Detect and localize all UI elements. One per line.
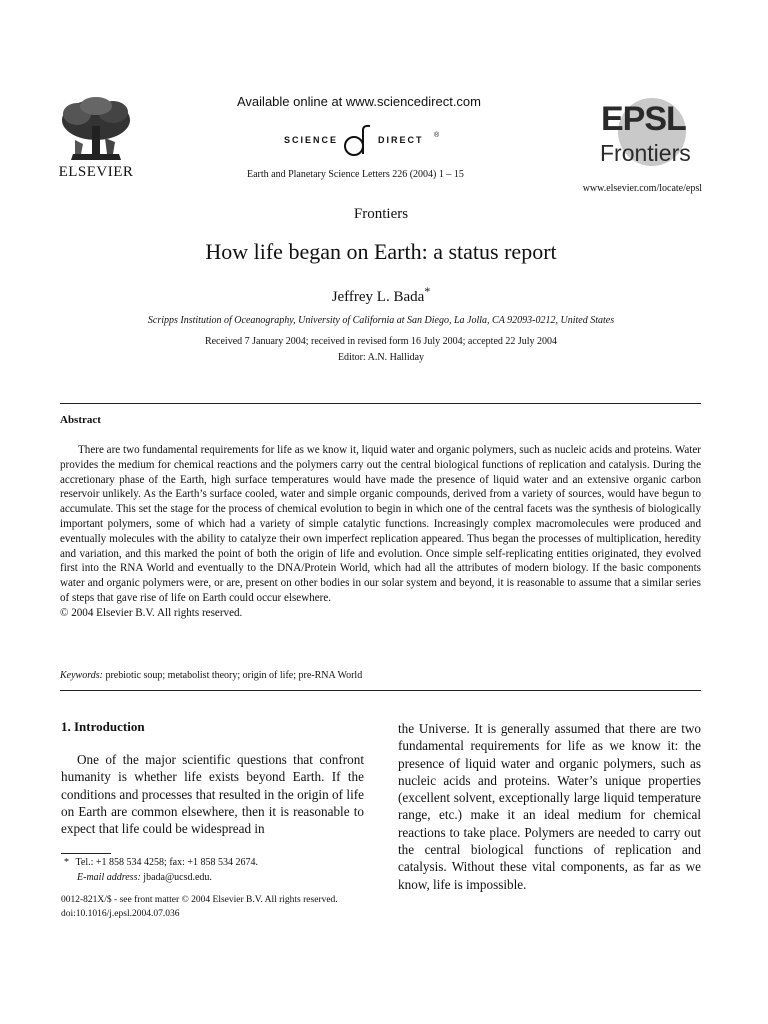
elsevier-logo — [55, 96, 137, 184]
doi-line[interactable]: doi:10.1016/j.epsl.2004.07.036 — [61, 909, 180, 919]
abstract-copyright: © 2004 Elsevier B.V. All rights reserved. — [60, 606, 243, 619]
author-name: Jeffrey L. Bada — [331, 289, 425, 305]
editor: Editor: A.N. Halliday — [337, 352, 425, 363]
sciencedirect-left: SCIENCE — [284, 135, 339, 145]
footnote-phone: Tel.: +1 858 534 4258; fax: +1 858 534 2674. — [75, 857, 259, 868]
email-label: E-mail address: — [77, 872, 141, 883]
epsl-logo-sub: Frontiers — [600, 140, 691, 166]
abstract-body — [60, 443, 701, 621]
intro-column-1: One of the major scientific questions that confront humanity is whether life exists beyond Earth. If the conditions and processes that resulted in the origin of life on Earth are common elsewhere, then it is reasonable to expect that life could be widespread in — [61, 752, 364, 837]
email-address[interactable]: jbada@ucsd.edu. — [143, 872, 212, 883]
footnote-rule — [61, 853, 111, 854]
issn-line: 0012-821X/$ - see front matter © 2004 Elsevier B.V. All rights reserved. — [61, 895, 338, 905]
affiliation: Scripps Institution of Oceanography, University of California at San Diego, La Jolla, CA 92093-0212, United States — [147, 315, 615, 326]
sciencedirect-logo — [284, 124, 464, 160]
journal-citation: Earth and Planetary Science Letters 226 (2004) 1 – 15 — [247, 169, 464, 180]
sciencedirect-right: DIRECT — [378, 135, 424, 145]
article-title: How life began on Earth: a status report — [205, 239, 557, 264]
epsl-logo-text: EPSL — [601, 100, 686, 138]
journal-url[interactable]: www.elsevier.com/locate/epsl — [582, 183, 702, 194]
available-online: Available online at www.sciencedirect.com — [237, 94, 481, 109]
footnote-mark: * — [64, 857, 69, 868]
sciencedirect-d-icon — [340, 124, 374, 160]
dates: Received 7 January 2004; received in revised form 16 July 2004; accepted 22 July 2004 — [204, 336, 558, 347]
abstract-top-rule — [60, 403, 701, 404]
publisher-name: ELSEVIER — [58, 164, 134, 180]
registered-mark: ® — [434, 132, 440, 139]
keywords-label: Keywords: — [60, 670, 103, 681]
intro-column-2: the Universe. It is generally assumed that there are two fundamental requirements for life as we know it: the presence of liquid water and organic polymers, such as nucleic acids and proteins. Water’s unique properties (excellent solvent, exceptionally large liquid temperature range, etc.) make it an ideal medium for chemical reactions to take place. Polymers are needed to carry out the central biological functions of replication and catalysis. Without these vital components, as far as we know, life is impossible. — [398, 721, 701, 892]
footnote-contact — [62, 857, 258, 868]
epsl-logo — [596, 96, 706, 172]
intro-heading: 1. Introduction — [61, 719, 145, 734]
footnote-email — [77, 872, 212, 883]
abstract-text: There are two fundamental requirements for life as we know it, liquid water and organic polymers, such as nucleic acids and proteins. Water provides the medium for chemical reactions and the polymers carry out the central biological functions of replication and catalysis. During the accretionary phase of the Earth, high surface temperatures would have made the presence of liquid water and an extensive organic carbon reservoir unlikely. As the Earth’s surface cooled, water and simple organic compounds, derived from a variety of sources, would have begun to accumulate. This set the stage for the process of chemical evolution to begin in which one of the central facets was the synthesis of biologically important polymers, some of which had a variety of simple catalytic functions. Increasingly complex macromolecules were produced and eventually molecules with the ability to catalyze their own imperfect replication appeared. Thus began the processes of multiplication, heredity and variation, and this marked the point of both the origin of life and evolution. Once simple self-replicating entities originated, they evolved first into the RNA World and eventually to the DNA/Protein World, which had all the attributes of modern biology. If the basic components water and organic polymers were, or are, present on other bodies in our solar system and beyond, it is reasonable to assume that a similar series of steps that gave rise of life on Earth could occur elsewhere. — [60, 444, 701, 604]
abstract-bottom-rule — [60, 690, 701, 691]
section-label: Frontiers — [353, 206, 409, 222]
author-line — [0, 284, 762, 306]
author-footnote-mark: * — [424, 284, 431, 298]
keywords-line — [60, 670, 362, 681]
elsevier-tree-icon — [55, 96, 137, 162]
keywords-text: prebiotic soup; metabolist theory; origin of life; pre-RNA World — [105, 670, 363, 681]
abstract-heading: Abstract — [60, 414, 101, 426]
